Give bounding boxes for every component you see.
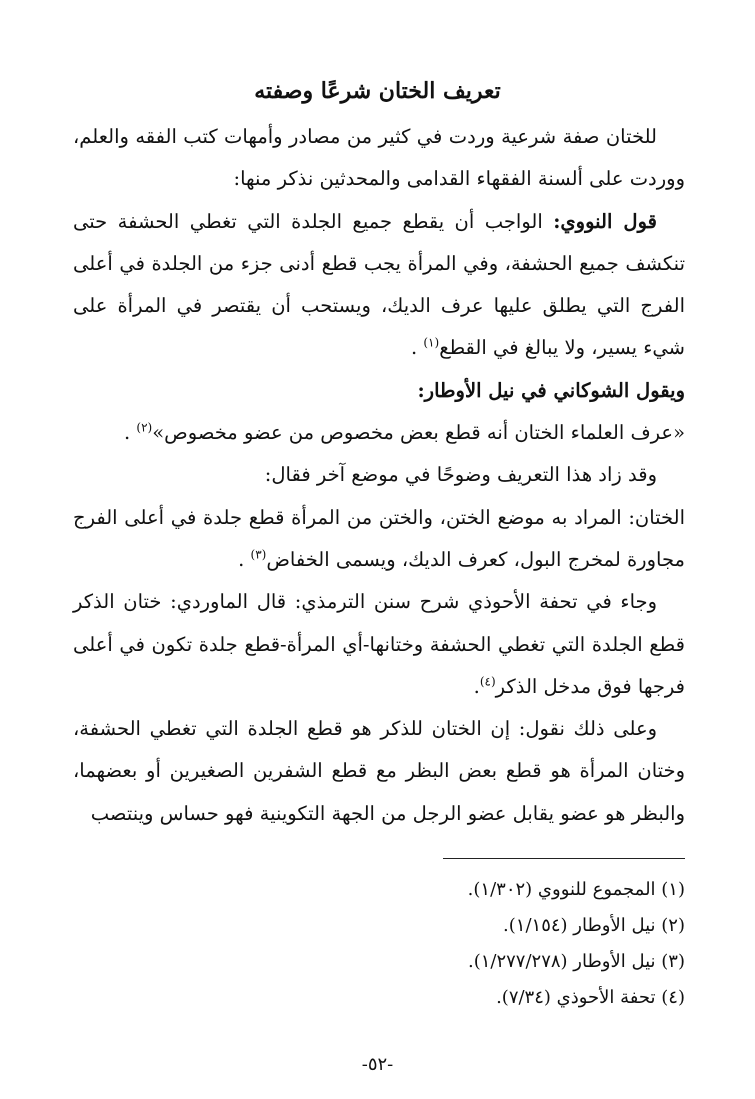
- nawawi-text: الواجب أن يقطع جميع الجلدة التي تغطي الحشفة حتى تنكشف جميع الحشفة، وفي المرأة يجب قطع أدنى جزء من الجلدة في أعلى الفرج التي يطلق عليها عرف الديك، ويستحب أن يقتصر في المرأة على شيء يسير، ولا يبالغ في القطع: [73, 209, 685, 360]
- paragraph-quote: [73, 412, 685, 454]
- footnote-item: (٣) نيل الأوطار (١/٢٧٧/٢٧٨).: [467, 951, 685, 972]
- body-text: [73, 116, 685, 835]
- definition-text: الختان: المراد به موضع الختن، والختن من المرأة قطع جلدة في أعلى الفرج مجاورة لمخرج البول، كعرف الديك، ويسمى الخفاض: [73, 505, 685, 571]
- paragraph-nawawi: [73, 201, 685, 370]
- tuhfa-end: .: [473, 674, 480, 698]
- nawawi-end: .: [410, 336, 424, 360]
- page-number: -٥٢-: [361, 1054, 394, 1075]
- paragraph-conclusion: وعلى ذلك نقول: إن الختان للذكر هو قطع الجلدة التي تغطي الحشفة، وختان المرأة هو قطع بعض البظر مع قطع الشفرين الصغيرين أو بعضهما، والبظر هو عضو يقابل عضو الرجل من الجهة التكوينية فهو حساس وينتصب: [73, 717, 685, 825]
- quote-end: .: [124, 421, 137, 445]
- paragraph-intro: للختان صفة شرعية وردت في كثير من مصادر وأمهات كتب الفقه والعلم، ووردت على ألسنة الفقهاء القدامى والمحدثين نذكر منها:: [73, 125, 685, 191]
- paragraph-tuhfa: [73, 581, 685, 708]
- footnote-item: (٤) تحفة الأحوذي (٧/٣٤).: [496, 987, 685, 1008]
- footnote-ref-4: (٤): [479, 674, 496, 689]
- quote-text: «عرف العلماء الختان أنه قطع بعض مخصوص من عضو مخصوص»: [152, 421, 685, 445]
- shawkani-heading: ويقول الشوكاني في نيل الأوطار:: [417, 378, 685, 402]
- paragraph-clarification: وقد زاد هذا التعريف وضوحًا في موضع آخر فقال:: [264, 463, 657, 487]
- definition-end: .: [238, 547, 251, 571]
- page-title: تعريف الختان شرعًا وصفته: [254, 78, 501, 104]
- tuhfa-text: وجاء في تحفة الأحوذي شرح سنن الترمذي: قال الماوردي: ختان الذكر قطع الجلدة التي تغطي الحشفة وختانها-أي المرأة-قطع جلدة تكون في أعلى فرجها فوق مدخل الذكر: [73, 590, 685, 698]
- footnote-separator: [443, 858, 685, 859]
- footnote-item: (١) المجموع للنووي (١/٣٠٢).: [467, 879, 685, 900]
- nawawi-lead: قول النووي:: [553, 209, 657, 233]
- paragraph-definition: [73, 497, 685, 582]
- footnote-item: (٢) نيل الأوطار (١/١٥٤).: [503, 915, 685, 936]
- footnote-ref-3: (٣): [250, 547, 267, 562]
- footnote-ref-2: (٢): [136, 420, 153, 435]
- footnote-ref-1: (١): [423, 335, 440, 350]
- footnotes: [73, 872, 685, 1016]
